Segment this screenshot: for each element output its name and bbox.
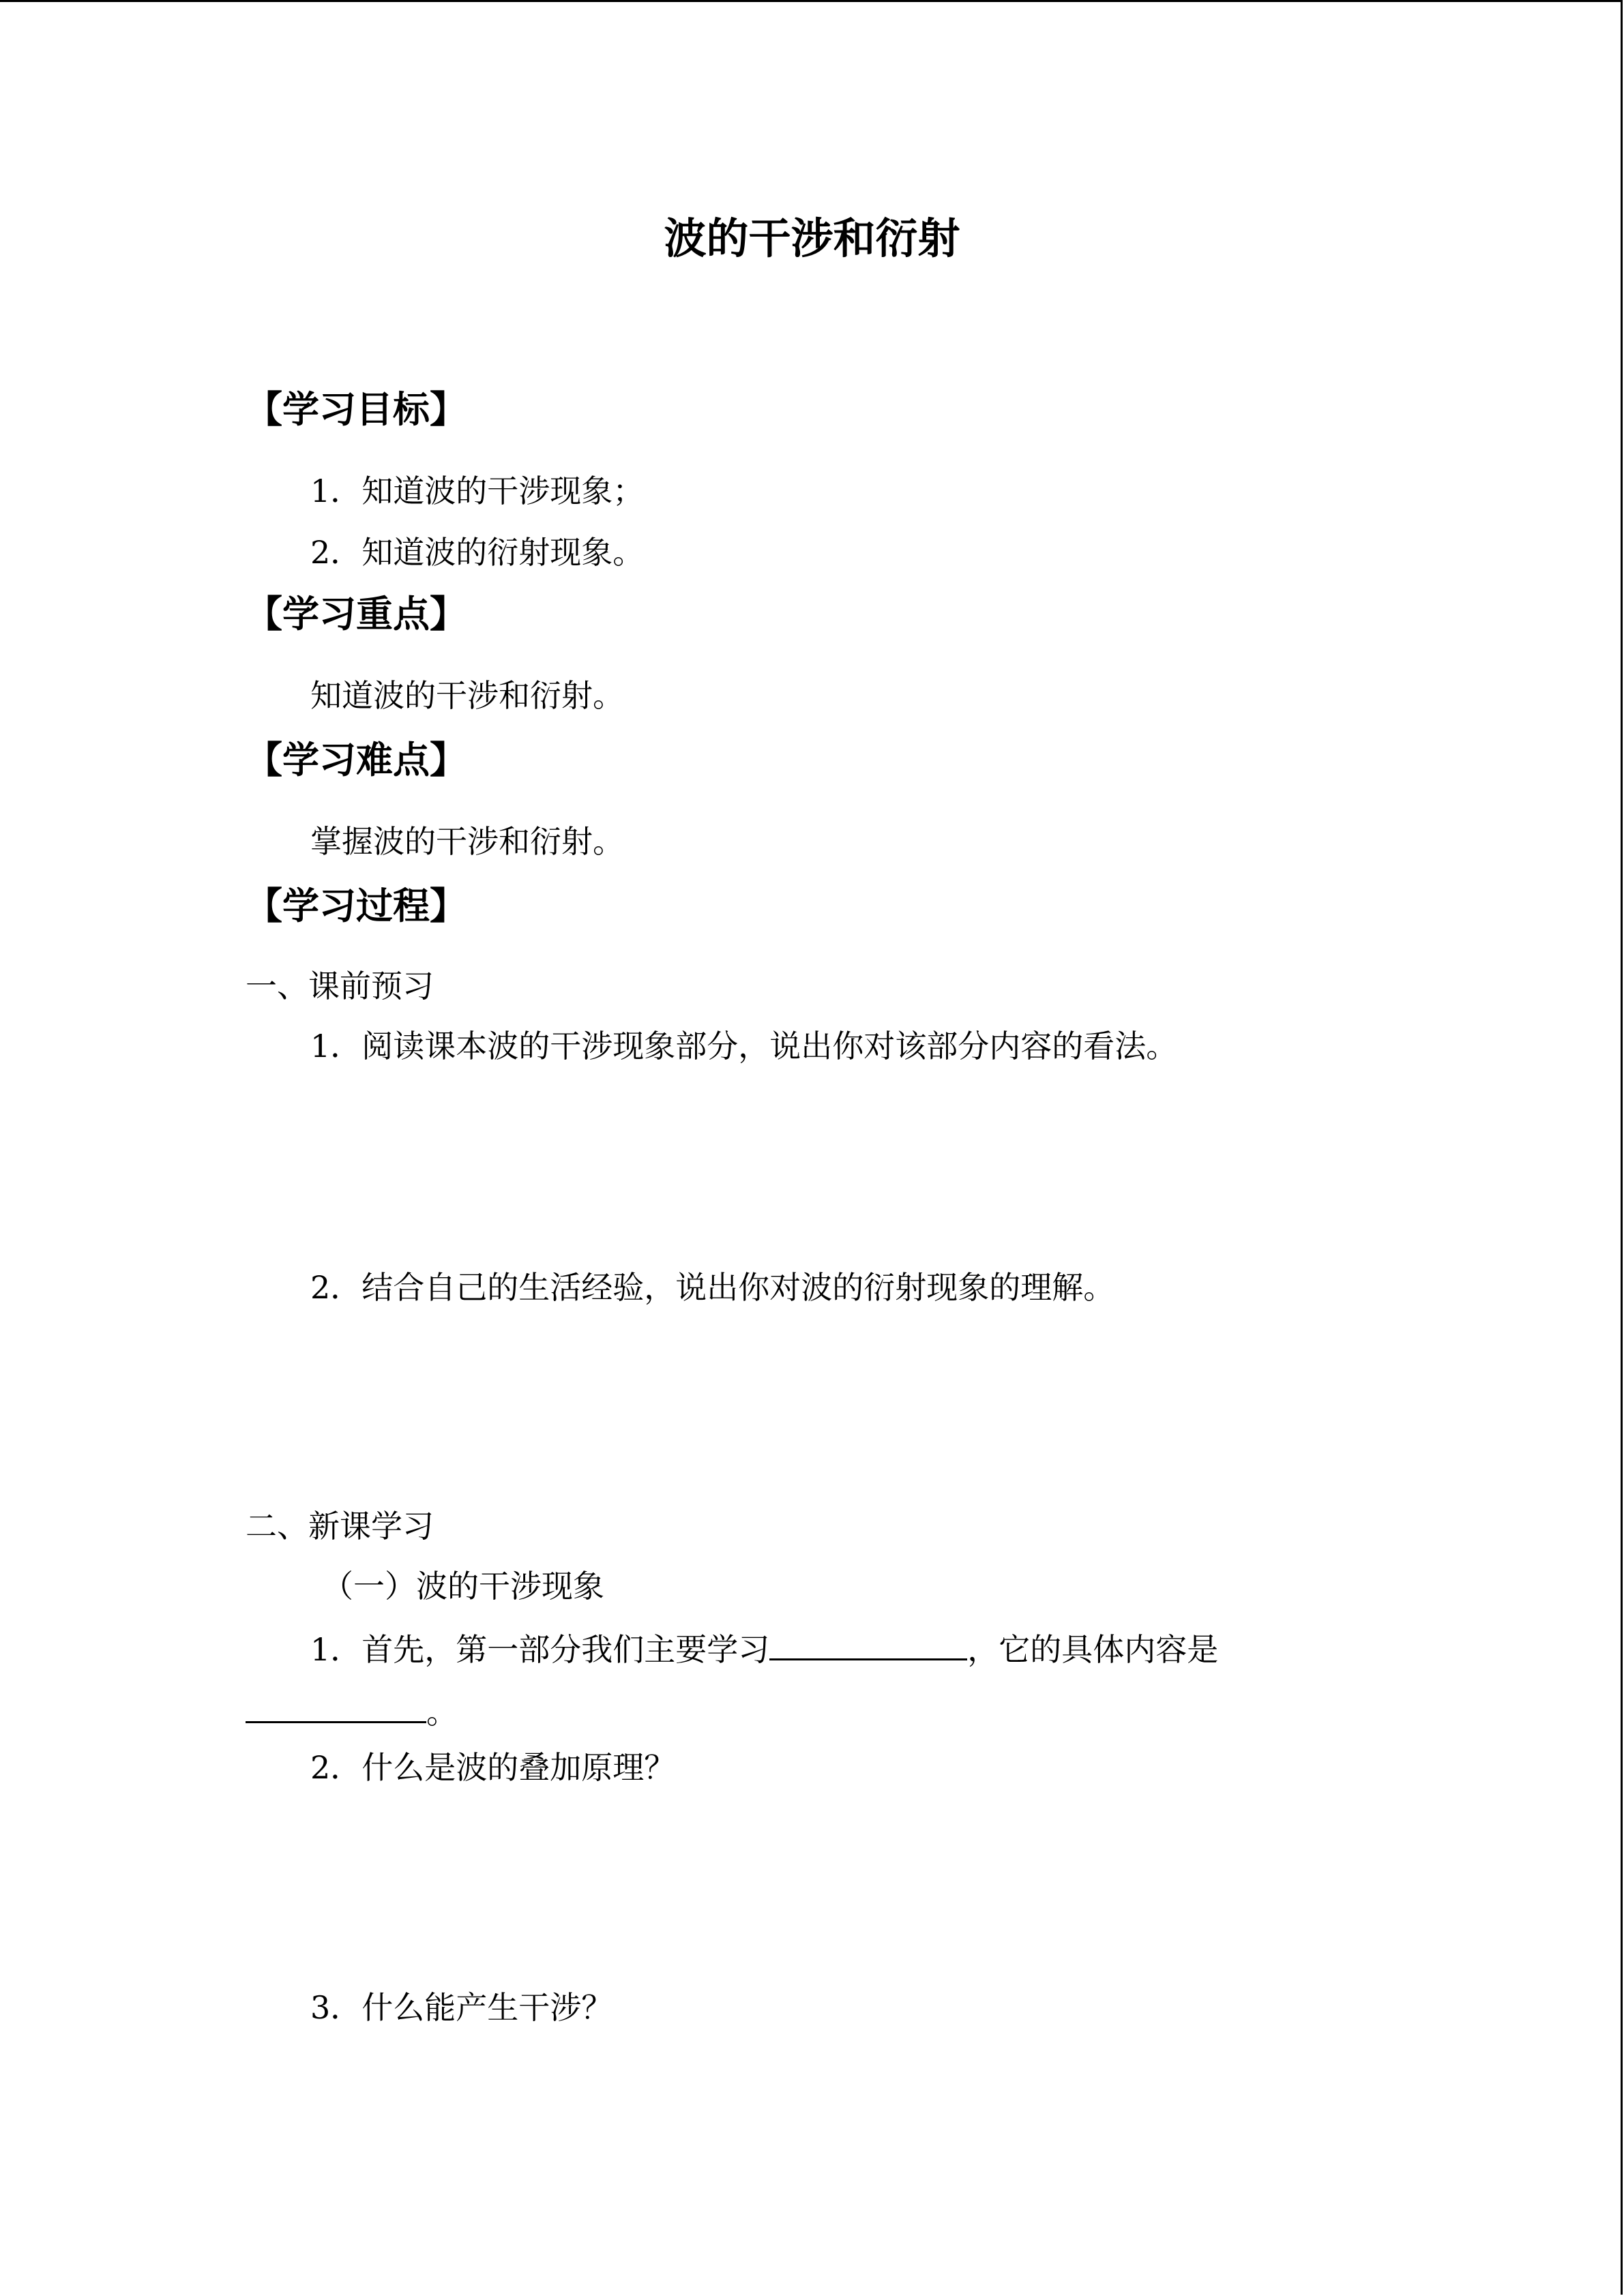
difficulties-text: 掌握波的干涉和衍射。: [310, 823, 624, 860]
objective-item-1: 1．知道波的干涉现象；: [310, 473, 645, 509]
answer-blank-2[interactable]: [246, 1687, 426, 1723]
preview-question-2: 2．结合自己的生活经验，说出你对波的衍射现象的理解。: [310, 1269, 1115, 1306]
new-lesson-question-3: 3．什么能产生干涉？: [310, 1989, 613, 2026]
process-heading: 【学习过程】: [246, 884, 467, 927]
difficulties-heading: 【学习难点】: [246, 738, 467, 781]
preview-heading: 一、课前预习: [246, 968, 434, 1004]
answer-blank-1[interactable]: [769, 1624, 967, 1660]
key-points-text: 知道波的干涉和衍射。: [310, 677, 624, 714]
new-lesson-question-1-cont: [246, 1687, 458, 1734]
new-lesson-heading: 二、新课学习: [246, 1508, 434, 1545]
objective-item-2: 2．知道波的衍射现象。: [310, 534, 645, 571]
document-title: 波的干涉和衍射: [664, 213, 960, 263]
preview-question-1: 1．阅读课本波的干涉现象部分，说出你对该部分内容的看法。: [310, 1028, 1178, 1064]
question-1-prefix: 1．首先，第一部分我们主要学习: [310, 1631, 770, 1668]
key-points-heading: 【学习重点】: [246, 592, 467, 636]
new-lesson-question-2: 2．什么是波的叠加原理？: [310, 1749, 676, 1786]
question-1-suffix: 。: [426, 1694, 458, 1731]
objectives-heading: 【学习目标】: [246, 387, 467, 431]
subsection-heading: （一）波的干涉现象: [322, 1568, 604, 1605]
question-1-middle: ，它的具体内容是: [967, 1631, 1219, 1668]
new-lesson-question-1: [310, 1624, 1218, 1671]
